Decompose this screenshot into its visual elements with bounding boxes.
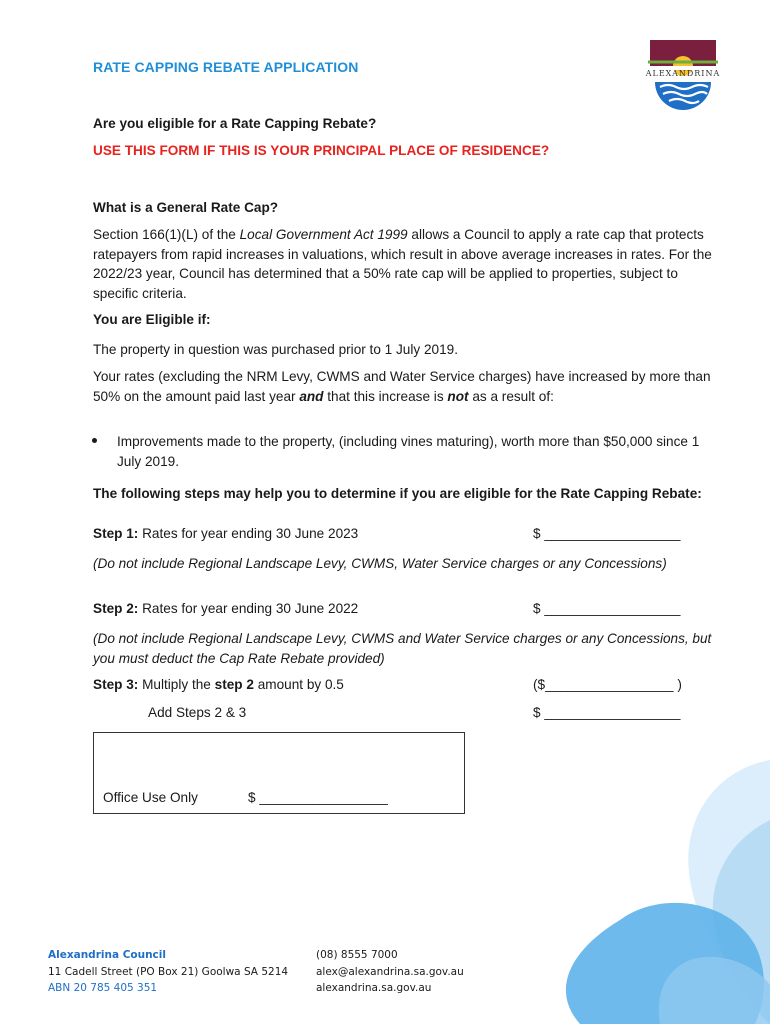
step-3-text: Multiply the [138, 677, 215, 692]
step-2-label [93, 601, 358, 616]
eligibility-question: Are you eligible for a Rate Capping Rebate? [93, 116, 377, 131]
eligible-paragraph-2 [93, 367, 723, 406]
eligible-paragraph-1: The property in question was purchased prior to 1 July 2019. [93, 342, 458, 357]
step-1-number: Step 1: [93, 526, 139, 541]
text-run: Your rates (excluding the NRM Levy, CWMS and Water Service charges) have increased by more than 50% on the amount paid last year [93, 369, 711, 404]
residence-warning: USE THIS FORM IF THIS IS YOUR PRINCIPAL PLACE OF RESIDENCE? [93, 143, 550, 158]
step-3-number: Step 3: [93, 677, 139, 692]
step-3-label [93, 677, 344, 692]
emphasis-and: and [299, 388, 324, 404]
footer-contact-right [316, 947, 464, 997]
form-title: RATE CAPPING REBATE APPLICATION [93, 59, 359, 75]
alexandrina-logo [640, 40, 726, 116]
act-name: Local Government Act 1999 [239, 227, 408, 242]
step-2-field[interactable]: $ __________________ [533, 601, 681, 616]
text-run: that this increase is [323, 388, 448, 404]
add-steps-label: Add Steps 2 & 3 [148, 705, 247, 720]
footer-phone[interactable]: (08) 8555 7000 [316, 949, 398, 961]
eligible-heading: You are Eligible if: [93, 312, 211, 327]
step-1-field[interactable]: $ __________________ [533, 526, 681, 541]
bullet-improvements: Improvements made to the property, (including vines maturing), worth more than $50,000 since 1 July 2019. [117, 434, 700, 469]
office-use-field[interactable]: $ _________________ [248, 790, 388, 805]
step-2-text: Rates for year ending 30 June 2022 [138, 601, 359, 616]
step-3-field[interactable]: ($_________________ ) [533, 677, 682, 692]
step-1-note: (Do not include Regional Landscape Levy, CWMS, Water Service charges or any Concessions) [93, 556, 667, 571]
step-2-number: Step 2: [93, 601, 139, 616]
footer-abn: ABN 20 785 405 351 [48, 982, 158, 994]
footer-org-name: Alexandrina Council [48, 949, 166, 961]
step-3-text: amount by 0.5 [253, 677, 344, 692]
step-2-note: (Do not include Regional Landscape Levy, CWMS and Water Service charges or any Concessions, but you must deduct the Cap Rate Rebate provided) [93, 631, 712, 666]
add-steps-field[interactable]: $ __________________ [533, 705, 681, 720]
general-rate-cap-heading: What is a General Rate Cap? [93, 200, 279, 215]
text-run: Section 166(1)(L) of the [93, 227, 240, 242]
step-3-emphasis: step 2 [214, 677, 254, 692]
footer-email[interactable]: alex@alexandrina.sa.gov.au [316, 965, 464, 978]
step-1-text: Rates for year ending 30 June 2023 [138, 526, 359, 541]
decorative-shapes [540, 760, 770, 1024]
text-run: allows a Council to apply a rate cap that protects ratepayers from rapid increases in valuations, which result in above average increases in rates. For the 2022/23 year, Council has determined that a 50% rate cap will be applied to properties, subject to specific criteria. [93, 227, 712, 301]
emphasis-not: not [447, 388, 469, 404]
office-use-label: Office Use Only [103, 790, 198, 805]
bullet-point-icon [92, 438, 97, 443]
footer-address: 11 Cadell Street (PO Box 21) Goolwa SA 5214 [48, 965, 289, 978]
footer-contact-left [48, 947, 288, 997]
footer-website[interactable]: alexandrina.sa.gov.au [316, 982, 432, 994]
step-1-label [93, 526, 358, 541]
logo-wordmark: ALEXANDRINA [645, 69, 721, 78]
steps-heading: The following steps may help you to determine if you are eligible for the Rate Capping Rebate: [93, 486, 702, 501]
text-run: as a result of: [468, 388, 554, 404]
general-rate-cap-paragraph [93, 225, 723, 303]
